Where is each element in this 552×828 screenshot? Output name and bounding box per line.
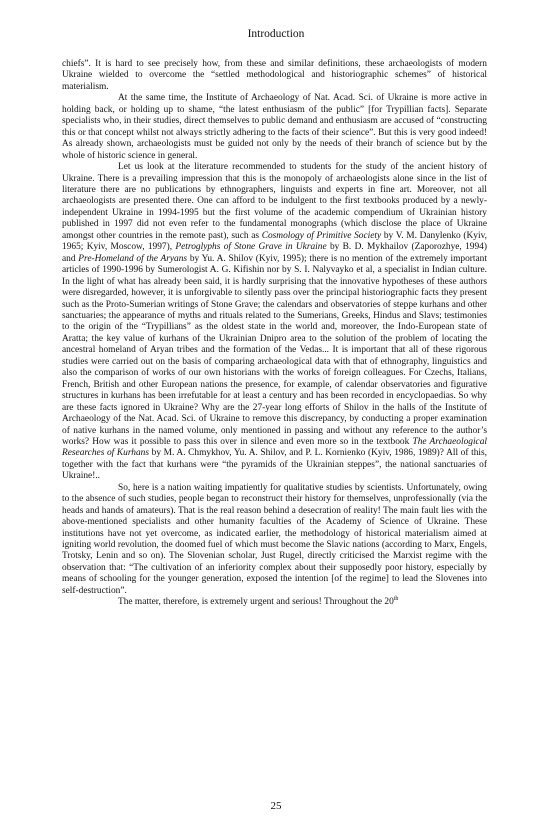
text-run: Let us look at the literature recommended to students for the study of the ancient history of Ukraine. There is a prevailing impression that this is the monopoly of archaeologists alone since in the list of literature there are no publications by ethnographers, linguists and experts in fine art. Moreover, not all archaeologists are presented there. One can afford to be indulgent to the first textbooks produced by a newly-independent Ukraine in 1994-1995 but the first volume of the academic compendium of Ukrainian history published in 1997 did not even refer to the fundamental monographs (which disclose the place of Ukraine amongst other countries in the remote past), such as [62, 162, 487, 241]
text-run: by V. M. Danylenko (Kyiv, 1965; Kyiv, Moscow, 1997), [62, 230, 488, 253]
text-run: by M. A. Chmykhov, Yu. A. Shilov, and P. L. Kornienko (Kyiv, 1986, 1989)? All of this, together with the fact that kurhans were “the pyramids of the Ukrainian steppes”, the national sanctuaries of Ukraine!.. [62, 448, 487, 482]
running-header: Introduction [247, 28, 305, 40]
paragraph-2: At the same time, the Institute of Archaeology of Nat. Acad. Sci. of Ukraine is more active in holding back, or holding up to shame, “the latest enthusiasm of the public” [for Trypillian facts]. Separate specialists who, in their studies, direct themselves to public demand and enthusiasm are accused of “constructing this or that concept whilst not always strictly adhering to the facts of their science”. But this is very good indeed! As already shown, archaeologists must be guided not only by the needs of their branch of science but by the whole of historic science in general. [62, 93, 487, 161]
paragraph-1: chiefs”. It is hard to see precisely how, from these and similar definitions, these archaeologists of modern Ukraine wielded to overcome the “settled methodological and historiographic schemes” of historical materialism. [62, 59, 487, 92]
book-title: The Archaeological Researches of Kurhans [62, 436, 488, 459]
book-title: Petroglyphs of Stone Grave in Ukraine [175, 242, 327, 253]
text-run: by Yu. A. Shilov (Kyiv, 1995); there is no mention of the extremely important articles of 1990-1996 by Sumerologist A. G. Kifishin nor by S. I. Nalyvayko et al, a specialist in Indian culture. In the light of what has already been said, it is hardly surprising that the innovative hypotheses of these authors were disregarded, however, it is unforgivable to silently pass over the principal historiographic facts they present such as the Proto-Sumerian writings of Stone Grave; the calendars and observatories of steppe kurhans and other sanctuaries; the appearance of myths and rituals related to the Sumerians, Greeks, Hindus and Slavs; testimonies to the origin of the “Trypillians” as the oldest state in the world and, moreover, the Indo-European state of Aratta; the key value of kurhans of the Ukrainian Dnipro area to the solution of the problem of locating the ancestral homeland of Aryan tribes and the formation of the Vedas... It is important that all of these rigorous studies were carried out on the basis of comparing archaeological data with that of ethnography, linguistics and also the comparison of works of our own historians with the works of foreign colleagues. For Czechs, Italians, French, British and other European nations the presence, for example, of calendar observatories and figurative structures in kurhans has been irrefutable for at least a century and has been recorded in encyclopaedias. So why are these facts ignored in Ukraine? Why are the 27-year long efforts of Shilov in the halls of the Institute of Archaeology of the Nat. Acad. Sci. of Ukraine to remove this discrepancy, by conducting a proper examination of native kurhans in the named volume, only mentioned in passing and without any reference to the author’s works? How was it possible to pass this over in silence and even more so in the textbook [62, 253, 487, 447]
paragraph-3 [62, 162, 487, 483]
text-run: The matter, therefore, is extremely urgent and serious! Throughout the 20 [118, 597, 394, 608]
page-number: 25 [270, 800, 282, 812]
paragraph-5 [62, 597, 487, 608]
superscript: th [393, 596, 399, 603]
paragraph-4: So, here is a nation waiting impatiently for qualitative studies by scientists. Unfortunately, owing to the absence of such studies, people began to reconstruct their history for themselves, unprofessionally (via the heads and hands of amateurs). That is the real reason behind a desecration of reality! The main fault lies with the above-mentioned specialists and other humanity faculties of the Academy of Science of Ukraine. These institutions have not yet overcome, as indicated earlier, the methodology of historical materialism aimed at igniting world revolution, the doomed fuel of which must become the Slavic nations (according to Marx, Engels, Trotsky, Lenin and so on). The Slovenian scholar, Just Rugel, directly criticised the Marxist regime with the observation that: “The cultivation of an inferiority complex about their supposedly poor history, especially by means of schooling for the younger generation, exposed the intention [of the regime] to lead the Slovenes into self-destruction”. [62, 482, 487, 596]
book-title: Cosmology of Primitive Society [261, 230, 382, 241]
book-title: Pre-Homeland of the Aryans [78, 253, 188, 264]
text-run: by B. D. Mykhailov (Zaporozhye, 1994) and [62, 242, 487, 264]
body-text [62, 59, 487, 609]
